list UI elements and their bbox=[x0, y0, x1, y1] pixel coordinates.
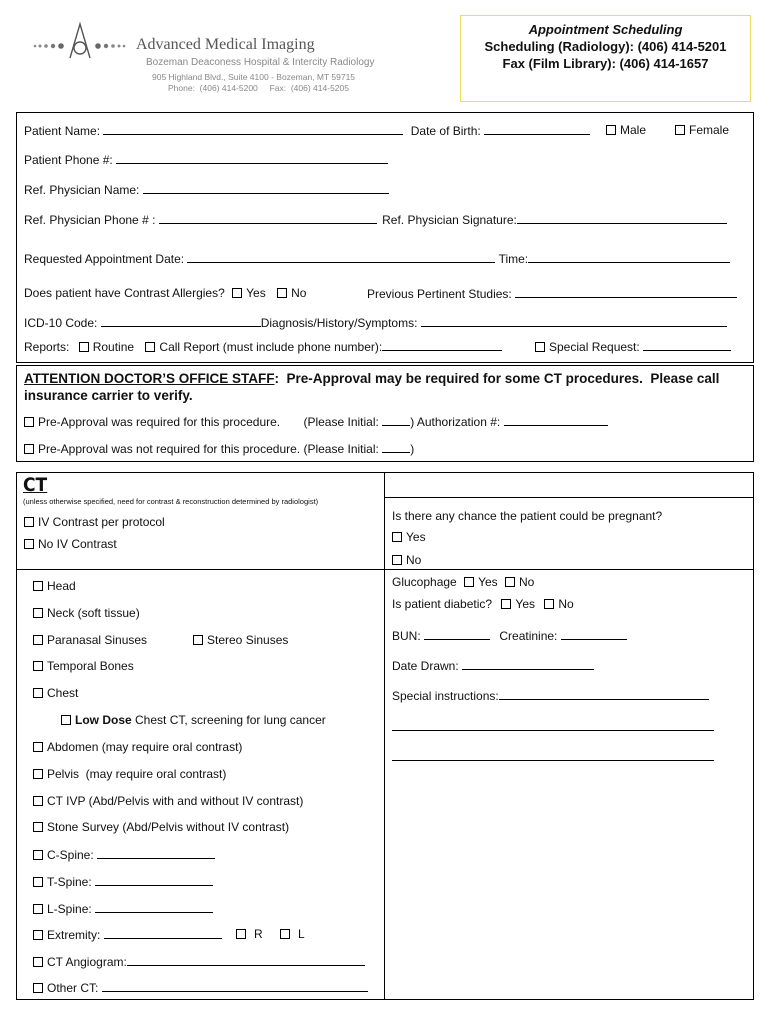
patient-name-input[interactable] bbox=[103, 123, 403, 135]
ct-vertical-divider bbox=[384, 472, 385, 1000]
ref-physician-phone-row bbox=[24, 212, 727, 227]
exam-lspine: L-Spine: bbox=[33, 901, 213, 916]
preapproval-not-required-label: Pre-Approval was not required for this procedure. (Please Initial: bbox=[38, 442, 379, 456]
exam-tspine: T-Spine: bbox=[33, 874, 213, 889]
sex-female[interactable]: Female bbox=[675, 123, 729, 137]
time-label: Time: bbox=[498, 252, 529, 266]
ref-physician-name-row bbox=[24, 182, 389, 197]
pregnancy-yes-option[interactable] bbox=[392, 530, 426, 544]
special-request-row bbox=[535, 339, 731, 354]
logo bbox=[12, 14, 408, 100]
exam-stereo-sinuses[interactable]: Stereo Sinuses bbox=[193, 633, 288, 647]
contrast-allergies-row bbox=[24, 286, 306, 300]
reports-label: Reports: bbox=[24, 340, 70, 354]
special-instructions-input[interactable] bbox=[499, 688, 709, 700]
exam-angiogram: CT Angiogram: bbox=[33, 954, 365, 969]
previous-studies-input[interactable] bbox=[515, 286, 737, 298]
no-iv-contrast-option[interactable] bbox=[24, 537, 117, 551]
bun-row bbox=[392, 628, 627, 643]
exam-chest[interactable]: Chest bbox=[33, 686, 78, 700]
pregnancy-no-checkbox[interactable] bbox=[392, 555, 402, 565]
patient-phone-input[interactable] bbox=[116, 152, 388, 164]
low-dose-checkbox[interactable] bbox=[61, 715, 71, 725]
exam-pelvis[interactable]: Pelvis (may require oral contrast) bbox=[33, 767, 226, 781]
glucophage-no-checkbox[interactable] bbox=[505, 577, 515, 587]
extremity-left[interactable]: L bbox=[280, 927, 305, 941]
pelvis-checkbox[interactable] bbox=[33, 769, 43, 779]
date-drawn-input[interactable] bbox=[462, 658, 594, 670]
scheduling-box bbox=[460, 15, 751, 102]
no-iv-contrast-checkbox[interactable] bbox=[24, 539, 34, 549]
date-drawn-label: Date Drawn: bbox=[392, 659, 459, 673]
reports-row bbox=[24, 339, 502, 354]
special-request-label: Special Request: bbox=[549, 340, 640, 354]
tspine-checkbox[interactable] bbox=[33, 877, 43, 887]
extremity-input[interactable] bbox=[104, 927, 222, 939]
previous-studies-label: Previous Pertinent Studies: bbox=[367, 287, 512, 301]
exam-extremity: Extremity: bbox=[33, 927, 222, 942]
contrast-allergies-label: Does patient have Contrast Allergies? bbox=[24, 286, 225, 300]
org-name: Advanced Medical Imaging bbox=[136, 36, 315, 53]
exam-abdomen[interactable]: Abdomen (may require oral contrast) bbox=[33, 740, 242, 754]
ref-physician-phone-input[interactable] bbox=[159, 212, 377, 224]
exam-ivp[interactable]: CT IVP (Abd/Pelvis with and without IV contrast) bbox=[33, 794, 303, 808]
exam-low-dose[interactable]: Low Dose Chest CT, screening for lung cancer bbox=[61, 713, 326, 727]
icd-input[interactable] bbox=[101, 315, 261, 327]
tspine-input[interactable] bbox=[95, 874, 213, 886]
iv-contrast-checkbox[interactable] bbox=[24, 517, 34, 527]
fax-line: Fax (Film Library): (406) 414-1657 bbox=[502, 56, 709, 71]
diabetic-row: Is patient diabetic? Yes No bbox=[392, 597, 574, 611]
exam-sinuses[interactable]: Paranasal Sinuses bbox=[33, 633, 147, 647]
extremity-right[interactable]: R bbox=[236, 927, 263, 941]
patient-name-label: Patient Name: bbox=[24, 124, 101, 138]
abdomen-checkbox[interactable] bbox=[33, 742, 43, 752]
ct-title: CT bbox=[23, 474, 48, 496]
time-input[interactable] bbox=[528, 251, 730, 263]
please-initial-label: (Please Initial: bbox=[303, 415, 379, 429]
stone-checkbox[interactable] bbox=[33, 822, 43, 832]
diabetic-no-checkbox[interactable] bbox=[544, 599, 554, 609]
diagnosis-label: Diagnosis/History/Symptoms: bbox=[260, 316, 418, 330]
org-address: 905 Highland Blvd., Suite 4100 - Bozeman, MT 59715 bbox=[152, 72, 356, 82]
other-checkbox[interactable] bbox=[33, 983, 43, 993]
ct-section-box bbox=[16, 472, 754, 1000]
dob-input[interactable] bbox=[484, 123, 590, 135]
icd-label: ICD-10 Code: bbox=[24, 316, 98, 330]
org-subtitle: Bozeman Deaconess Hospital & Intercity Radiology bbox=[146, 57, 375, 68]
ct-header-divider bbox=[384, 497, 754, 498]
left-checkbox[interactable] bbox=[280, 929, 290, 939]
requested-date-row bbox=[24, 251, 730, 266]
glucophage-row: Glucophage Yes No bbox=[392, 575, 535, 589]
special-instructions-line-3[interactable] bbox=[392, 760, 714, 761]
preapproval-not-required-row bbox=[24, 441, 414, 456]
dob-label: Date of Birth: bbox=[410, 124, 481, 138]
attention-line-1 bbox=[24, 371, 719, 386]
call-report-checkbox[interactable] bbox=[145, 342, 155, 352]
ref-physician-signature-label: Ref. Physician Signature: bbox=[382, 213, 517, 227]
pregnancy-no-option[interactable] bbox=[392, 553, 421, 567]
allergy-yes-checkbox[interactable] bbox=[232, 288, 242, 298]
extremity-checkbox[interactable] bbox=[33, 930, 43, 940]
lspine-checkbox[interactable] bbox=[33, 904, 43, 914]
special-instructions-label: Special instructions: bbox=[392, 689, 499, 703]
preapproval-required-label: Pre-Approval was required for this procedure. bbox=[38, 415, 281, 429]
right-checkbox[interactable] bbox=[236, 929, 246, 939]
allergy-no-label: No bbox=[291, 286, 307, 300]
iv-contrast-option[interactable] bbox=[24, 515, 165, 529]
special-instructions-row bbox=[392, 688, 709, 703]
requested-date-input[interactable] bbox=[187, 251, 495, 263]
special-instructions-line-2[interactable] bbox=[392, 730, 714, 731]
authorization-input[interactable] bbox=[504, 414, 608, 426]
patient-name-row bbox=[24, 123, 590, 138]
creatinine-label: Creatinine: bbox=[499, 629, 558, 643]
sex-male[interactable]: Male bbox=[606, 123, 646, 137]
head-checkbox[interactable] bbox=[33, 581, 43, 591]
pregnancy-yes-label: Yes bbox=[406, 530, 426, 544]
pregnancy-yes-checkbox[interactable] bbox=[392, 532, 402, 542]
previous-studies-row bbox=[367, 286, 737, 301]
logo-mark-icon bbox=[30, 18, 130, 68]
appointment-title: Appointment Scheduling bbox=[528, 22, 683, 37]
special-request-input[interactable] bbox=[643, 339, 731, 351]
exam-cspine: C-Spine: bbox=[33, 847, 215, 862]
scheduling-phone: Scheduling (Radiology): (406) 414-5201 bbox=[484, 39, 727, 54]
diagnosis-input[interactable] bbox=[421, 315, 727, 327]
sinuses-checkbox[interactable] bbox=[33, 635, 43, 645]
lspine-input[interactable] bbox=[95, 901, 213, 913]
org-phones: Phone: (406) 414-5200 Fax: (406) 414-5205 bbox=[168, 83, 349, 93]
requested-date-label: Requested Appointment Date: bbox=[24, 252, 185, 266]
iv-contrast-label: IV Contrast per protocol bbox=[38, 515, 165, 529]
temporal-checkbox[interactable] bbox=[33, 661, 43, 671]
close-paren: ) bbox=[410, 442, 415, 456]
chest-checkbox[interactable] bbox=[33, 688, 43, 698]
preapproval-required-checkbox[interactable] bbox=[24, 417, 34, 427]
cspine-input[interactable] bbox=[97, 847, 215, 859]
exam-head[interactable]: Head bbox=[33, 579, 76, 593]
ref-physician-name-input[interactable] bbox=[143, 182, 389, 194]
ref-physician-phone-label: Ref. Physician Phone # : bbox=[24, 213, 156, 227]
attention-heading: ATTENTION DOCTOR’S OFFICE STAFF bbox=[24, 371, 275, 386]
female-checkbox[interactable] bbox=[675, 125, 685, 135]
male-checkbox[interactable] bbox=[606, 125, 616, 135]
initial-input-1[interactable] bbox=[382, 414, 410, 426]
angiogram-checkbox[interactable] bbox=[33, 957, 43, 967]
preapproval-required-row bbox=[24, 414, 608, 429]
ct-note: (unless otherwise specified, need for contrast & reconstruction determined by radiologist) bbox=[23, 497, 319, 506]
no-iv-contrast-label: No IV Contrast bbox=[38, 537, 117, 551]
ivp-checkbox[interactable] bbox=[33, 796, 43, 806]
glucophage-yes-checkbox[interactable] bbox=[464, 577, 474, 587]
exam-other: Other CT: bbox=[33, 980, 368, 995]
exam-temporal[interactable]: Temporal Bones bbox=[33, 659, 134, 673]
exam-stone[interactable]: Stone Survey (Abd/Pelvis without IV contrast) bbox=[33, 820, 289, 834]
glucophage-label: Glucophage bbox=[392, 575, 457, 589]
ref-physician-signature-input[interactable] bbox=[517, 212, 727, 224]
initial-input-2[interactable] bbox=[382, 441, 410, 453]
attention-message: : Pre-Approval may be required for some CT procedures. Please call bbox=[274, 371, 720, 386]
preapproval-not-required-checkbox[interactable] bbox=[24, 444, 34, 454]
date-drawn-row bbox=[392, 658, 594, 673]
icd-row bbox=[24, 315, 727, 330]
ct-horizontal-divider bbox=[16, 569, 754, 570]
patient-phone-row bbox=[24, 152, 388, 167]
bun-input[interactable] bbox=[424, 628, 490, 640]
pregnancy-question: Is there any chance the patient could be pregnant? bbox=[392, 509, 663, 523]
routine-label: Routine bbox=[92, 340, 135, 354]
attention-line-2: insurance carrier to verify. bbox=[24, 388, 193, 403]
allergy-yes-label: Yes bbox=[246, 286, 266, 300]
call-report-input[interactable] bbox=[382, 339, 502, 351]
neck-checkbox[interactable] bbox=[33, 608, 43, 618]
exam-neck[interactable]: Neck (soft tissue) bbox=[33, 606, 140, 620]
creatinine-input[interactable] bbox=[561, 628, 627, 640]
ref-physician-name-label: Ref. Physician Name: bbox=[24, 183, 140, 197]
routine-checkbox[interactable] bbox=[79, 342, 89, 352]
bun-label: BUN: bbox=[392, 629, 421, 643]
patient-phone-label: Patient Phone #: bbox=[24, 153, 113, 167]
call-report-label: Call Report (must include phone number): bbox=[159, 340, 383, 354]
angiogram-input[interactable] bbox=[127, 954, 365, 966]
authorization-label: ) Authorization #: bbox=[410, 415, 501, 429]
diabetic-yes-checkbox[interactable] bbox=[501, 599, 511, 609]
special-request-checkbox[interactable] bbox=[535, 342, 545, 352]
pregnancy-no-label: No bbox=[406, 553, 422, 567]
cspine-checkbox[interactable] bbox=[33, 850, 43, 860]
stereo-sinuses-checkbox[interactable] bbox=[193, 635, 203, 645]
diabetic-label: Is patient diabetic? bbox=[392, 597, 493, 611]
allergy-no-checkbox[interactable] bbox=[277, 288, 287, 298]
other-input[interactable] bbox=[102, 980, 368, 992]
